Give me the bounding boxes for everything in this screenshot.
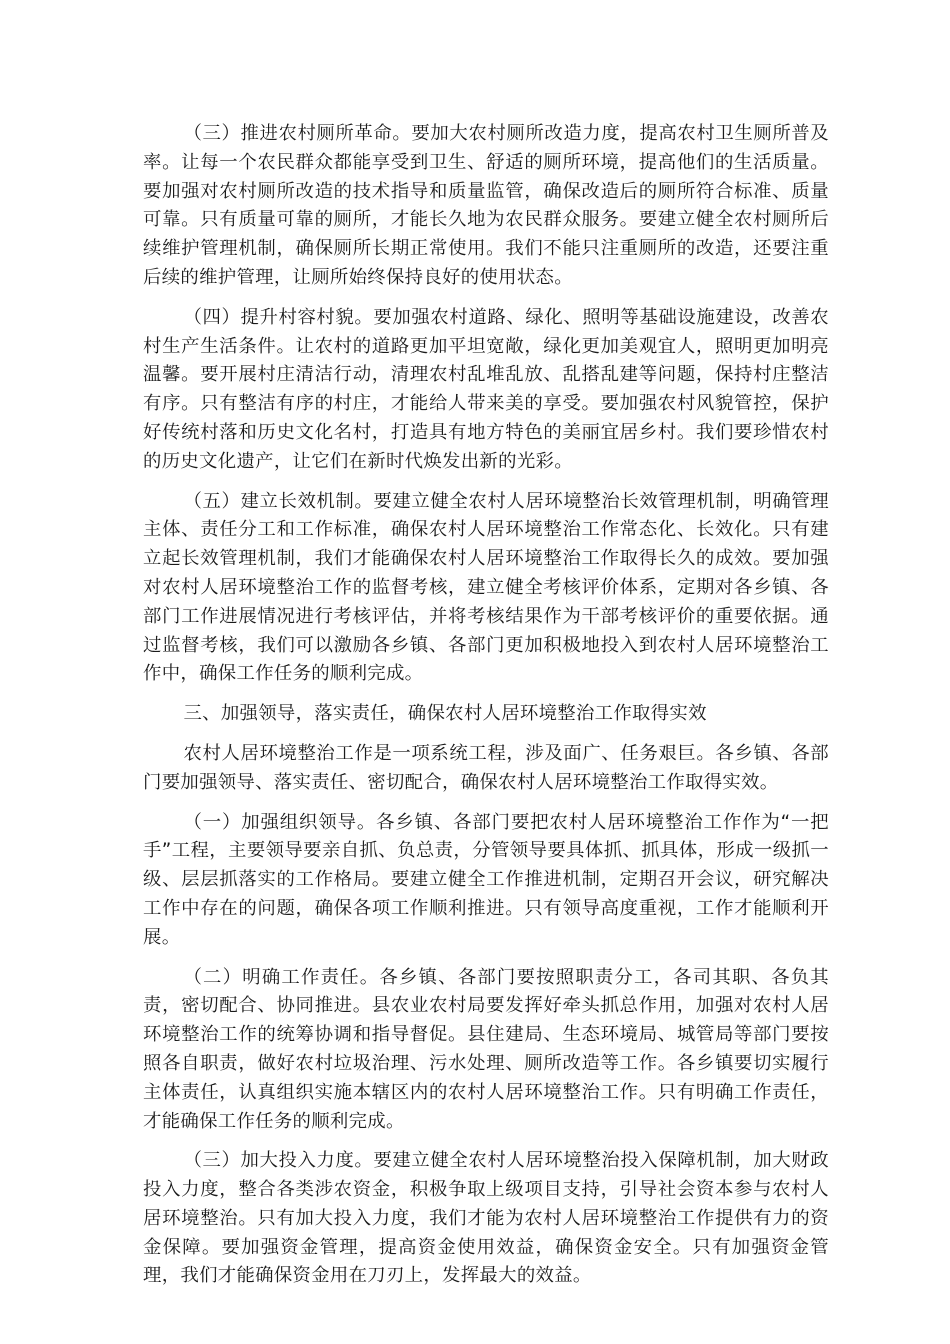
paragraph-toilet-revolution: （三）推进农村厕所革命。要加大农村厕所改造力度，提高农村卫生厕所普及率。让每一个农民群众都能享受到卫生、舒适的厕所环境，提高他们的生活质量。要加强对农村厕所改造的技术指导和质量监管，确保改造后的厕所符合标准、质量可靠。只有质量可靠的厕所，才能长久地为农民群众服务。要建立健全农村厕所后续维护管理机制，确保厕所长期正常使用。我们不能只注重厕所的改造，还要注重后续的维护管理，让厕所始终保持良好的使用状态。 (143, 123, 829, 288)
paragraph-organizational-leadership: （一）加强组织领导。各乡镇、各部门要把农村人居环境整治工作作为“一把手”工程，主要领导要亲自抓、负总责，分管领导要具体抓、抓具体，形成一级抓一级、层层抓落实的工作格局。要建立健全工作推进机制，定期召开会议，研究解决工作中存在的问题，确保各项工作顺利推进。只有领导高度重视，工作才能顺利开展。 (143, 811, 829, 948)
paragraph-work-responsibility: （二）明确工作责任。各乡镇、各部门要按照职责分工，各司其职、各负其责，密切配合、协同推进。县农业农村局要发挥好牵头抓总作用，加强对农村人居环境整治工作的统筹协调和指导督促。县住建局、生态环境局、城管局等部门要按照各自职责，做好农村垃圾治理、污水处理、厕所改造等工作。各乡镇要切实履行主体责任，认真组织实施本辖区内的农村人居环境整治工作。只有明确工作责任，才能确保工作任务的顺利完成。 (143, 966, 829, 1132)
paragraph-village-appearance: （四）提升村容村貌。要加强农村道路、绿化、照明等基础设施建设，改善农村生产生活条件。让农村的道路更加平坦宽敞，绿化更加美观宜人，照明更加明亮温馨。要开展村庄清洁行动，清理农村乱堆乱放、乱搭乱建等问题，保持村庄整洁有序。只有整洁有序的村庄，才能给人带来美的享受。要加强农村风貌管控，保护好传统村落和历史文化名村，打造具有地方特色的美丽宜居乡村。我们要珍惜农村的历史文化遗产，让它们在新时代焕发出新的光彩。 (143, 306, 829, 472)
paragraph-investment: （三）加大投入力度。要建立健全农村人居环境整治投入保障机制，加大财政投入力度，整合各类涉农资金，积极争取上级项目支持，引导社会资本参与农村人居环境整治。只有加大投入力度，我们才能为农村人居环境整治工作提供有力的资金保障。要加强资金管理，提高资金使用效益，确保资金安全。只有加强资金管理，我们才能确保资金用在刀刃上，发挥最大的效益。 (143, 1150, 829, 1287)
document-body (143, 120, 829, 1302)
paragraph-long-term-mechanism: （五）建立长效机制。要建立健全农村人居环境整治长效管理机制，明确管理主体、责任分工和工作标准，确保农村人居环境整治工作常态化、长效化。只有建立起长效管理机制，我们才能确保农村人居环境整治工作取得长久的成效。要加强对农村人居环境整治工作的监督考核，建立健全考核评价体系，定期对各乡镇、各部门工作进展情况进行考核评估，并将考核结果作为干部考核评价的重要依据。通过监督考核，我们可以激励各乡镇、各部门更加积极地投入到农村人居环境整治工作中，确保工作任务的顺利完成。 (143, 490, 829, 685)
section-heading-three: 三、加强领导，落实责任，确保农村人居环境整治工作取得实效 (183, 703, 707, 725)
paragraph-section-intro: 农村人居环境整治工作是一项系统工程，涉及面广、任务艰巨。各乡镇、各部门要加强领导、落实责任、密切配合，确保农村人居环境整治工作取得实效。 (143, 742, 829, 793)
